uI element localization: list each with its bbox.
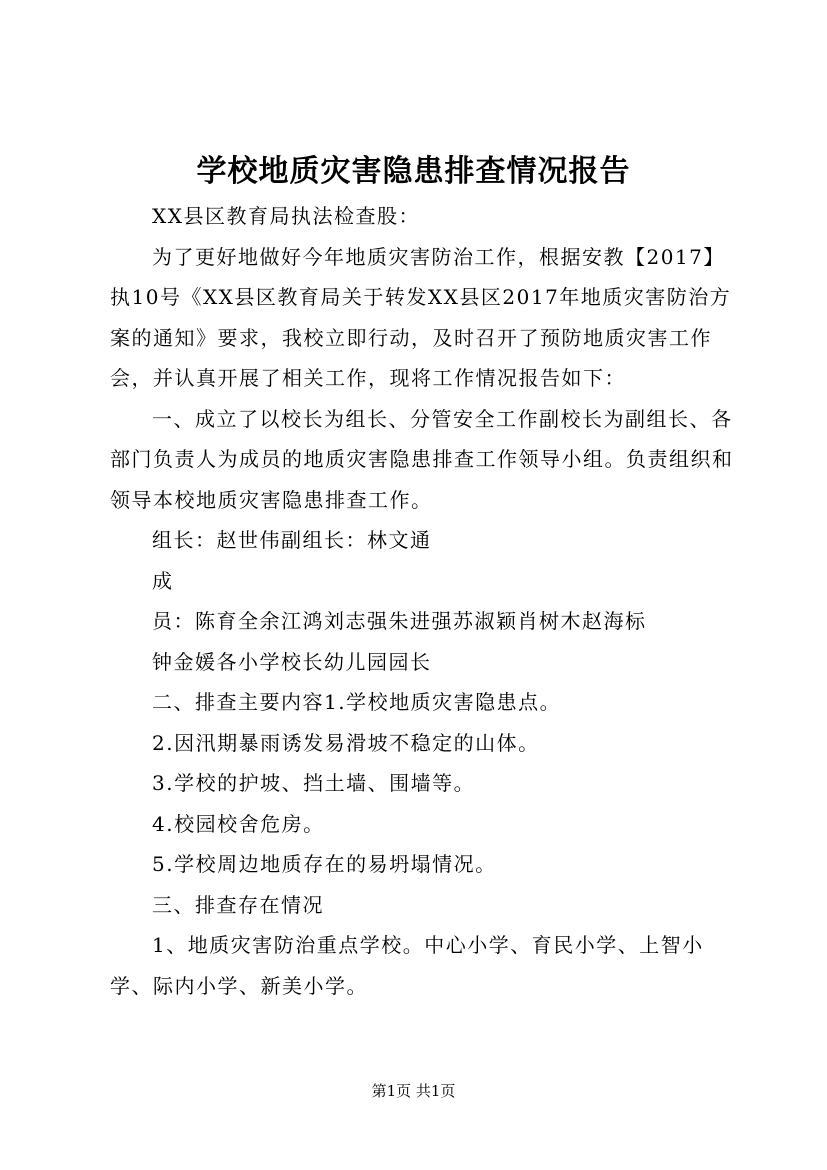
paragraph-intro: 为了更好地做好今年地质灾害防治工作，根据安教【2017】执10号《XX县区教育局关于转发XX县区2017年地质灾害防治方案的通知》要求，我校立即行动，及时召开了预防地质灾害工作会，并认真开展了相关工作，现将工作情况报告如下：: [110, 244, 732, 390]
paragraph-leaders: 组长：赵世伟副组长：林文通: [152, 528, 432, 552]
paragraph-members-cont: 钟金媛各小学校长幼儿园园长: [152, 649, 432, 674]
page-footer: 第1页 共1页: [371, 1082, 456, 1100]
paragraph-section-two: 二、排查主要内容1.学校地质灾害隐患点。: [152, 690, 562, 714]
paragraph-key-schools: 1、地质灾害防治重点学校。中心小学、育民小学、上智小学、际内小学、新美小学。: [110, 933, 704, 998]
paragraph-members-prefix: 成: [152, 568, 174, 593]
paragraph-addressee: XX县区教育局执法检查股：: [152, 204, 420, 228]
paragraph-section-three: 三、排查存在情况: [152, 892, 324, 917]
document-body: [110, 196, 740, 1006]
paragraph-item-5: 5.学校周边地质存在的易坍塌情况。: [152, 852, 497, 876]
paragraph-item-4: 4.校园校舍危房。: [152, 811, 325, 836]
paragraph-section-one: 一、成立了以校长为组长、分管安全工作副校长为副组长、各部门负责人为成员的地质灾害隐患排查工作领导小组。负责组织和领导本校地质灾害隐患排查工作。: [110, 406, 734, 512]
paragraph-item-3: 3.学校的护坡、挡土墙、围墙等。: [152, 771, 476, 795]
paragraph-members: 员：陈育全余江鸿刘志强朱进强苏淑颖肖树木赵海标: [152, 609, 647, 633]
paragraph-item-2: 2.因汛期暴雨诱发易滑坡不稳定的山体。: [152, 730, 540, 755]
document-title: 学校地质灾害隐患排查情况报告: [196, 154, 631, 189]
